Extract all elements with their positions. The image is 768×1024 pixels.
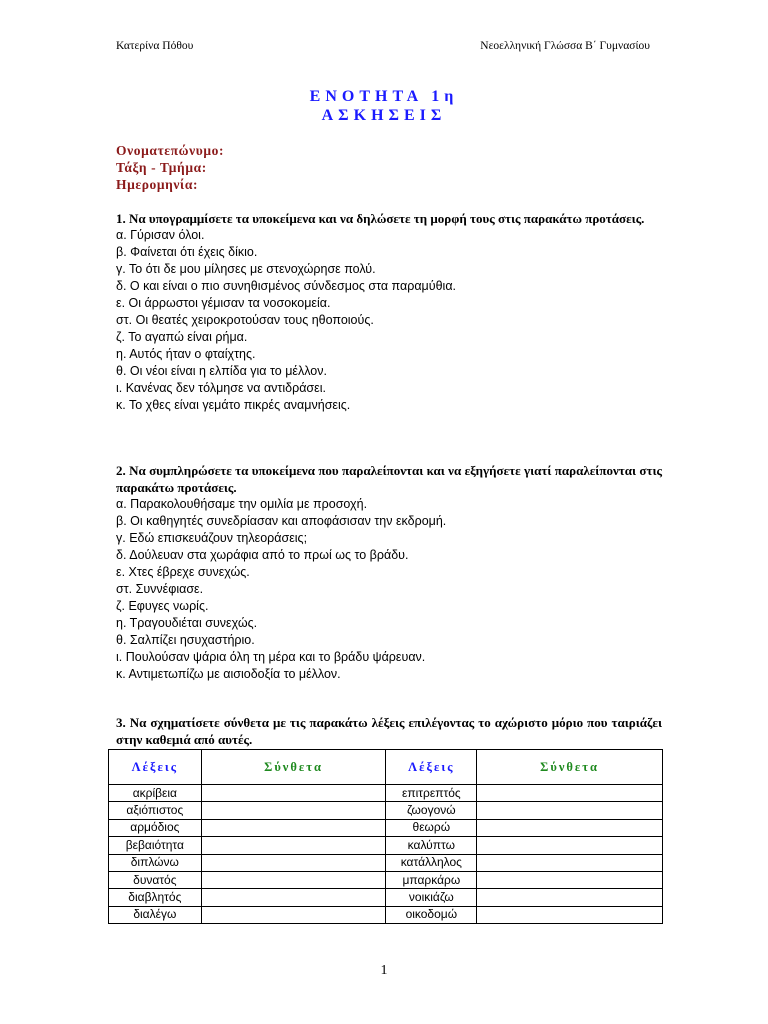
answer-cell[interactable] [201, 819, 386, 836]
exercise-item: ζ. Εφυγες νωρίς. [116, 599, 209, 613]
exercises-title: ΑΣΚΗΣΕΙΣ [321, 107, 447, 124]
table-row [109, 785, 663, 802]
word-cell: οικοδομώ [386, 906, 477, 923]
word-cell: ζωογονώ [386, 802, 477, 819]
exercise-item: θ. Οι νέοι είναι η ελπίδα για το μέλλον. [116, 364, 327, 378]
word-cell: αξιόπιστος [109, 802, 202, 819]
word-cell: θεωρώ [386, 819, 477, 836]
exercise-item: β. Φαίνεται ότι έχεις δίκιο. [116, 245, 258, 259]
word-cell: διπλώνω [109, 854, 202, 871]
course-title: Νεοελληνική Γλώσσα Β΄ Γυμνασίου [480, 40, 650, 52]
name-label: Ονοματεπώνυμο: [116, 143, 225, 158]
table-row [109, 854, 663, 871]
table-row [109, 906, 663, 923]
word-cell: δυνατός [109, 871, 202, 888]
answer-cell[interactable] [477, 837, 663, 854]
answer-cell[interactable] [201, 837, 386, 854]
word-cell: μπαρκάρω [386, 871, 477, 888]
table-row [109, 871, 663, 888]
unit-title: ΕΝΟΤΗΤΑ 1η [309, 88, 459, 105]
exercise-item: ι. Κανένας δεν τόλμησε να αντιδράσει. [116, 381, 326, 395]
answer-cell[interactable] [477, 889, 663, 906]
exercise-item: στ. Συννέφιασε. [116, 582, 204, 596]
exercise-item: κ. Το χθες είναι γεμάτο πικρές αναμνήσεις. [116, 398, 351, 412]
word-cell: βεβαιότητα [109, 837, 202, 854]
word-cell: διαβλητός [109, 889, 202, 906]
word-cell: ακρίβεια [109, 785, 202, 802]
exercise-item: ε. Χτες έβρεχε συνεχώς. [116, 565, 250, 579]
exercise-item: α. Παρακολουθήσαμε την ομιλία με προσοχή. [116, 497, 368, 511]
answer-cell[interactable] [477, 906, 663, 923]
word-cell: διαλέγω [109, 906, 202, 923]
page-number: 1 [380, 963, 388, 978]
student-info [116, 142, 224, 193]
table-row [109, 889, 663, 906]
word-cell: αρμόδιος [109, 819, 202, 836]
compounds-header: Σύνθετα [201, 750, 386, 785]
exercise-item: γ. Εδώ επισκευάζουν τηλεοράσεις; [116, 531, 308, 545]
exercise-item: η. Αυτός ήταν ο φταίχτης. [116, 347, 256, 361]
exercise-item: στ. Οι θεατές χειροκροτούσαν τους ηθοποιούς. [116, 313, 374, 327]
exercise-item: θ. Σαλπίζει ησυχαστήριο. [116, 633, 255, 647]
answer-cell[interactable] [477, 854, 663, 871]
exercise-item: ζ. Το αγαπώ είναι ρήμα. [116, 330, 248, 344]
exercise-2-question: 2. Να συμπληρώσετε τα υποκείμενα που παραλείπονται και να εξηγήσετε γιατί παραλείπονται στις παρακάτω προτάσεις. [116, 463, 662, 495]
table-row [109, 837, 663, 854]
answer-cell[interactable] [201, 889, 386, 906]
compounds-header: Σύνθετα [477, 750, 663, 785]
author-name: Κατερίνα Πόθου [116, 40, 194, 52]
page-header [116, 40, 660, 60]
exercise-item: γ. Το ότι δε μου μίλησες με στενοχώρησε πολύ. [116, 262, 376, 276]
exercise-item: δ. Ο και είναι ο πιο συνηθισμένος σύνδεσμος στα παραμύθια. [116, 279, 457, 293]
exercise-3-question: 3. Να σχηματίσετε σύνθετα με τις παρακάτω λέξεις επιλέγοντας το αχώριστο μόριο που ταιριάζει στην καθεμιά από αυτές. [116, 715, 662, 747]
word-cell: κατάλληλος [386, 854, 477, 871]
exercise-2 [116, 462, 662, 683]
answer-cell[interactable] [201, 854, 386, 871]
answer-cell[interactable] [201, 871, 386, 888]
answer-cell[interactable] [477, 819, 663, 836]
class-label: Τάξη - Τμήμα: [116, 160, 207, 175]
date-label: Ημερομηνία: [116, 177, 199, 192]
exercise-item: κ. Αντιμετωπίζω με αισιοδοξία το μέλλον. [116, 667, 341, 681]
answer-cell[interactable] [477, 785, 663, 802]
exercise-item: ε. Οι άρρωστοι γέμισαν τα νοσοκομεία. [116, 296, 331, 310]
word-cell: νοικιάζω [386, 889, 477, 906]
exercise-1 [116, 210, 662, 414]
exercise-item: ι. Πουλούσαν ψάρια όλη τη μέρα και το βράδυ ψάρευαν. [116, 650, 426, 664]
exercise-3 [116, 714, 662, 748]
words-header: Λέξεις [386, 750, 477, 785]
answer-cell[interactable] [201, 906, 386, 923]
exercise-1-question: 1. Να υπογραμμίσετε τα υποκείμενα και να δηλώσετε τη μορφή τους στις παρακάτω προτάσεις. [116, 211, 645, 226]
exercise-item: δ. Δούλευαν στα χωράφια από το πρωί ως το βράδυ. [116, 548, 409, 562]
word-cell: επιτρεπτός [386, 785, 477, 802]
word-cell: καλύπτω [386, 837, 477, 854]
answer-cell[interactable] [201, 785, 386, 802]
table-row [109, 802, 663, 819]
table-row [109, 819, 663, 836]
words-header: Λέξεις [109, 750, 202, 785]
table-header-row [109, 750, 663, 785]
answer-cell[interactable] [201, 802, 386, 819]
exercise-item: β. Οι καθηγητές συνεδρίασαν και αποφάσισαν την εκδρομή. [116, 514, 447, 528]
exercise-item: η. Τραγουδιέται συνεχώς. [116, 616, 258, 630]
compounds-table [108, 749, 663, 924]
answer-cell[interactable] [477, 871, 663, 888]
exercise-item: α. Γύρισαν όλοι. [116, 228, 205, 242]
answer-cell[interactable] [477, 802, 663, 819]
